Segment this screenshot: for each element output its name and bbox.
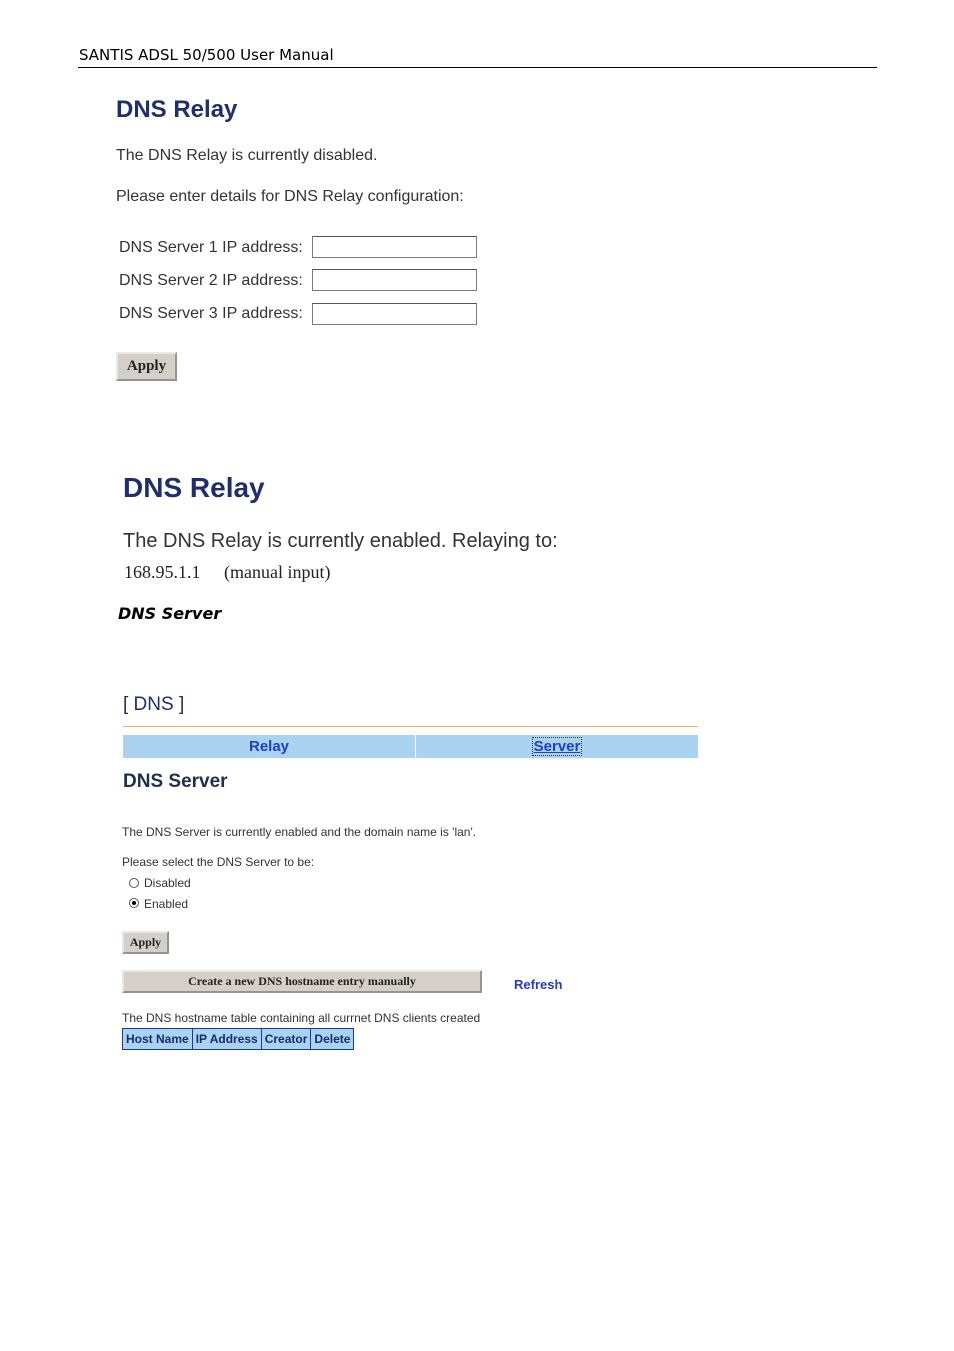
title-divider [123,726,698,727]
dns-server-select-prompt: Please select the DNS Server to be: [122,855,315,869]
tab-server[interactable] [416,735,698,758]
dns-server-3-label: DNS Server 3 IP address: [119,305,303,322]
create-hostname-button[interactable]: Create a new DNS hostname entry manually [122,970,482,993]
relay-config-prompt: Please enter details for DNS Relay configuration: [116,188,464,205]
col-ip-address: IP Address [192,1029,261,1050]
dns-server-3-input[interactable] [312,303,477,325]
radio-enabled[interactable] [129,898,139,908]
hostname-table-caption: The DNS hostname table containing all currnet DNS clients created [122,1011,481,1025]
relay-enabled-title: DNS Relay [123,472,265,503]
dns-server-1-label: DNS Server 1 IP address: [119,239,303,256]
relay-apply-button[interactable]: Apply [116,352,177,381]
radio-disabled[interactable] [129,878,139,888]
page-header: SANTIS ADSL 50/500 User Manual [79,46,334,64]
col-host-name: Host Name [123,1029,193,1050]
dns-server-status: The DNS Server is currently enabled and the domain name is 'lan'. [122,825,477,839]
relay-disabled-status: The DNS Relay is currently disabled. [116,147,378,164]
relay-ip-value: 168.95.1.1 [124,562,201,582]
radio-enabled-label: Enabled [144,897,189,911]
radio-disabled-label: Disabled [144,876,191,890]
relay-ip-source: (manual input) [224,562,331,582]
tab-relay[interactable]: Relay [123,735,416,758]
tab-server-label: Server [533,738,581,755]
relay-enabled-status: The DNS Relay is currently enabled. Relaying to: [123,530,558,552]
relay-disabled-title: DNS Relay [116,96,238,123]
dns-server-1-input[interactable] [312,236,477,258]
section-caption: DNS Server [118,604,222,623]
dns-tab-bar [123,735,698,758]
header-rule [78,67,877,68]
dns-server-subtitle: DNS Server [123,771,228,792]
col-delete: Delete [311,1029,354,1050]
table-header-row [123,1029,354,1050]
dns-server-2-label: DNS Server 2 IP address: [119,272,303,289]
refresh-link[interactable]: Refresh [514,977,563,992]
col-creator: Creator [261,1029,311,1050]
hostname-table [122,1028,354,1050]
dns-server-apply-button[interactable]: Apply [122,931,169,954]
dns-page-title: [ DNS ] [123,694,185,715]
dns-server-2-input[interactable] [312,269,477,291]
